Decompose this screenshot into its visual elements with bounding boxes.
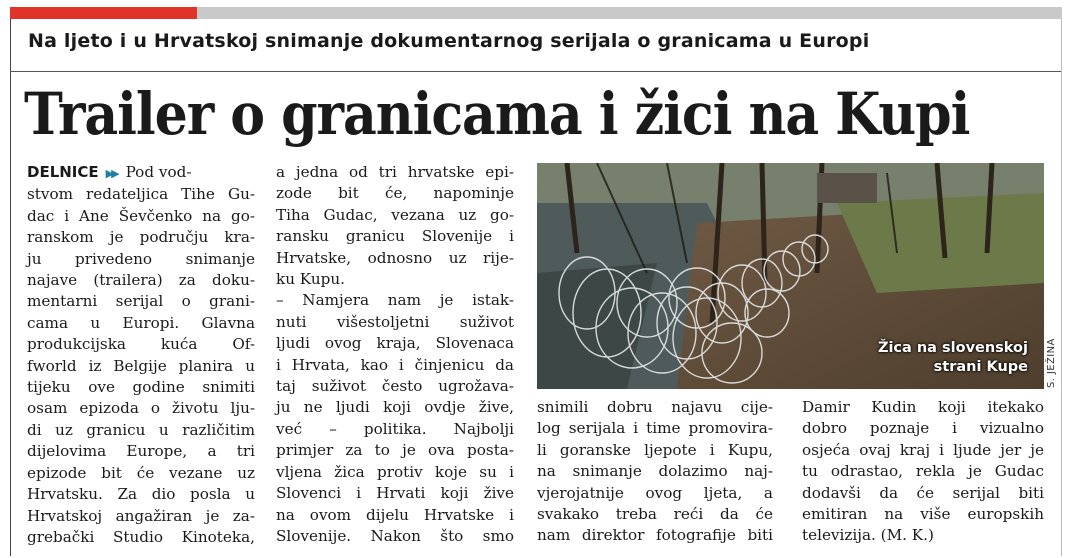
kicker: Na ljeto i u Hrvatskoj snimanje dokumentarnog serijala o granicama u Europi [28, 30, 870, 52]
accent-bar [10, 7, 197, 19]
article-line-text: Pod vod- [125, 163, 192, 181]
article-line: dac i Ane Ševčenko na go- [27, 206, 255, 225]
article-line: primjer za to je ova posta- [276, 441, 514, 460]
article-column-2 [276, 162, 514, 547]
article-line: emitiran na više europskih [802, 505, 1044, 524]
article-column-1 [27, 162, 255, 548]
photo-barbed-wire [537, 163, 1044, 389]
article-line: nam direktor fotografije biti [537, 526, 773, 545]
article-line: log serijala i time promovira- [537, 419, 773, 438]
article-line: zode bit će, napominje [276, 184, 514, 203]
top-color-bar [10, 7, 1062, 19]
article-line: Hrvatskoj angažiran je za- [27, 506, 255, 525]
article-line: dijelovima Europe, a tri [27, 442, 255, 461]
article-line: – Namjera nam je istak- [276, 291, 514, 310]
double-arrow-icon: ▶▶ [105, 167, 117, 180]
headline: Trailer o granicama i žici na Kupi [24, 80, 970, 148]
article-line: snimili dobru najavu cije- [537, 398, 773, 416]
article-line: svakako treba reći da će [537, 505, 773, 524]
article-line: di uz granicu u različitim [27, 420, 255, 439]
article-line: cama u Europi. Glavna [27, 313, 255, 332]
photo-credit: S. JEŽINA [1046, 338, 1057, 388]
divider [10, 71, 1061, 72]
article-line: grebački Studio Kinoteka, [27, 527, 255, 546]
article-line: ljudi ovog kraja, Slovenaca [276, 334, 514, 353]
article-line: televizija. (M. K.) [802, 526, 934, 545]
article-line: Damir Kudin koji itekako [802, 398, 1044, 416]
article-line: taj suživot često ugrožava- [276, 377, 514, 396]
photo-caption [878, 339, 1028, 377]
article-line: a jedna od tri hrvatske epi- [276, 163, 514, 181]
article-line: Tiha Gudac, vezana uz go- [276, 205, 514, 224]
article-column-3 [537, 397, 773, 547]
article-line: osjeća ovaj kraj i ljude jer je [802, 440, 1044, 459]
article-line: osam epizoda o životu lju- [27, 399, 255, 418]
article-line: ju ne ljudi koji ovdje žive, [276, 398, 514, 417]
caption-line-2: strani Kupe [933, 359, 1028, 375]
article-line: ranskom je području kra- [27, 228, 255, 247]
article-line [27, 162, 255, 184]
article-line: vjerojatnije ovog ljeta, a [537, 483, 773, 502]
article-line: stvom redateljica Tihe Gu- [27, 185, 255, 204]
article-line: fworld iz Belgije planira u [27, 356, 255, 375]
caption-line-1: Žica na slovenskoj [877, 340, 1028, 356]
article-line: Slovenije. Nakon što smo [276, 526, 514, 545]
article-line: tijeku ove godine snimiti [27, 378, 255, 397]
article-line: dodavši da će serijal biti [802, 483, 1044, 502]
article-line: ju privedeno snimanje [27, 249, 255, 268]
article-line: mentarni serijal o grani- [27, 292, 255, 311]
article-line: i Hrvata, kao i činjenicu da [276, 355, 514, 374]
article-line: Hrvatske, odnosno uz rije- [276, 248, 514, 267]
article-line: epizode bit će vezane uz [27, 463, 255, 482]
article-line: vljena žica protiv koje su i [276, 462, 514, 481]
article-line: ku Kupu. [276, 270, 345, 289]
article-line: Hrvatsku. Za dio posla u [27, 485, 255, 504]
article-line: li goranske ljepote i Kupu, [537, 440, 773, 459]
article-line: produkcijska kuća Of- [27, 335, 255, 354]
article-column-4 [802, 397, 1044, 547]
article-line: na ovom dijelu Hrvatske i [276, 505, 514, 524]
article-line: već – politika. Najbolji [276, 419, 514, 438]
article-line: ransku granicu Slovenije i [276, 227, 514, 246]
article-line: tu odrastao, rekla je Gudac [802, 462, 1044, 481]
article-line: Slovenci i Hrvati koji žive [276, 484, 514, 503]
dateline: DELNICE [27, 163, 99, 181]
article-line: na snimanje dolazimo naj- [537, 462, 773, 481]
article-line: najave (trailera) za doku- [27, 271, 255, 290]
article-line: nuti višestoljetni suživot [276, 312, 514, 331]
article-line: dobro poznaje i vizualno [802, 419, 1044, 438]
